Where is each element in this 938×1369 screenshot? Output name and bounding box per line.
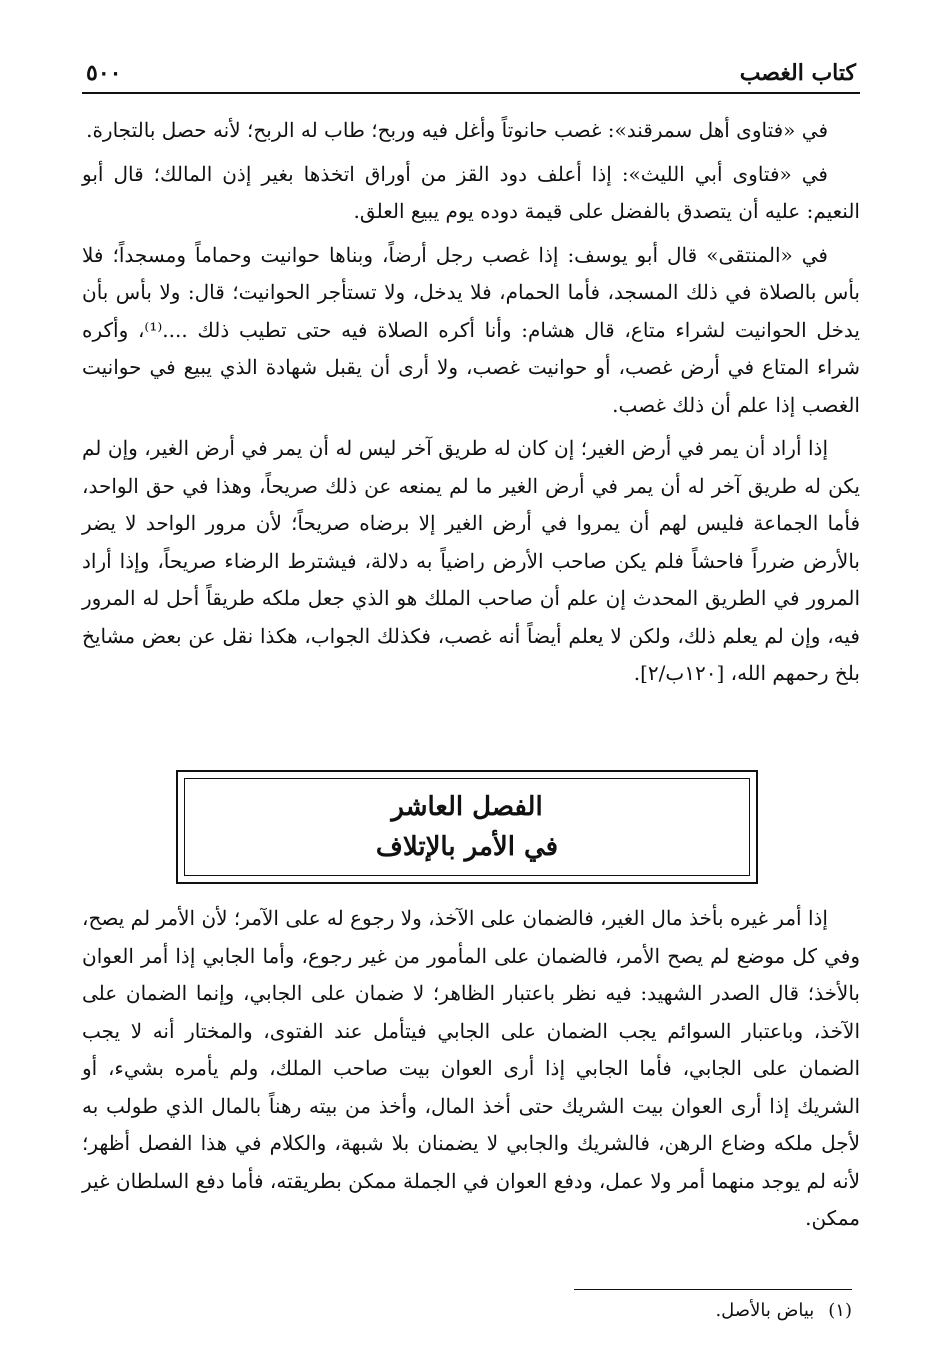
paragraph: إذا أراد أن يمر في أرض الغير؛ إن كان له طريق آخر ليس له أن يمر في أرض الغير، وإن لم يكن له طريق آخر له أن يمر في أرض الغير ما لم يمنعه عن ذلك صريحاً، وهذا في حق الواحد، فأما الجماعة فليس لهم أن يمروا في أرض الغير إلا برضاه صريحاً؛ لأن مرور الواحد لا يضر بالأرض ضرراً فاحشاً فلم يكن صاحب الأرض راضياً به دلالة، فيشترط الرضاء صريحاً، وإذا أراد المرور في الطريق المحدث إن علم أن صاحب الملك هو الذي جعل ملكه طريقاً أحل له المرور فيه، وإن لم يعلم ذلك، ولكن لا يعلم أيضاً أنه غصب، فكذلك الجواب، هكذا نقل عن بعض مشايخ بلخ رحمهم الله، [١٢٠ب/٢]. xyxy=(82,436,860,685)
footnote-divider xyxy=(574,1289,852,1290)
footnote-text: بياض بالأصل. xyxy=(715,1300,815,1321)
bottom-text-block xyxy=(82,900,860,1244)
paragraph: إذا أمر غيره بأخذ مال الغير، فالضمان على الآخذ، ولا رجوع له على الآمر؛ لأن الأمر لم يصح، وفي كل موضع لم يصح الأمر، فالضمان على المأمور من غير رجوع، وأما الجابي إذا أمر العوان بالأخذ؛ قال الصدر الشهيد: فيه نظر باعتبار الظاهر؛ لا ضمان على الجابي، وإنما الضمان على الآخذ، وباعتبار السوائم يجب الضمان على الجابي فيتأمل عند الفتوى، والمختار أنه لا يجب الضمان على الجابي، فأما الجابي إذا أرى العوان بيت صاحب الملك، ولم يأمره بشيء، أو الشريك إذا أرى العوان بيت الشريك حتى أخذ المال، وأخذ من بيته رهناً بالمال الذي طولب به لأجل ملكه وضاع الرهن، فالشريك والجابي لا يضمنان بلا شبهة، والكلام في هذا الفصل أظهر؛ لأنه لم يوجد منهما أمر ولا عمل، ودفع العوان في الجملة ممكن بطريقته، فأما دفع السلطان غير ممكن. xyxy=(82,906,860,1230)
chapter-title: الفصل العاشر xyxy=(391,792,543,822)
book-title: كتاب الغصب xyxy=(739,60,856,86)
page-header xyxy=(82,52,860,94)
paragraph: في «فتاوى أهل سمرقند»: غصب حانوتاً وأغل فيه وربح؛ طاب له الربح؛ لأنه حصل بالتجارة. xyxy=(86,118,828,142)
footnote xyxy=(452,1296,852,1326)
chapter-heading-inner-frame xyxy=(184,778,750,876)
chapter-subtitle: في الأمر بالإتلاف xyxy=(375,832,559,862)
top-text-block xyxy=(82,112,860,699)
footnote-marker: (١) xyxy=(828,1300,852,1321)
chapter-heading-frame xyxy=(176,770,758,884)
page-number: ٥٠٠ xyxy=(86,60,122,86)
paragraph: في «المنتقى» قال أبو يوسف: إذا غصب رجل أرضاً، وبناها حوانيت وحماماً ومسجداً؛ فلا بأس بالصلاة في ذلك المسجد، فأما الحمام، فلا يدخل، ولا تستأجر الحوانيت؛ قال: ولا بأس بأن يدخل الحوانيت لشراء متاع، قال هشام: وأنا أكره الصلاة فيه حتى تطيب ذلك ....⁽¹⁾، وأكره شراء المتاع في أرض غصب، أو حوانيت غصب، ولا أرى أن يقبل شهادة الذي يبيع في حوانيت الغصب إذا علم أن ذلك غصب. xyxy=(82,242,860,417)
paragraph: في «فتاوى أبي الليث»: إذا أعلف دود القز من أوراق اتخذها بغير إذن المالك؛ قال أبو النعيم: عليه أن يتصدق بالفضل على قيمة دوده يوم يبيع العلق. xyxy=(82,161,860,223)
